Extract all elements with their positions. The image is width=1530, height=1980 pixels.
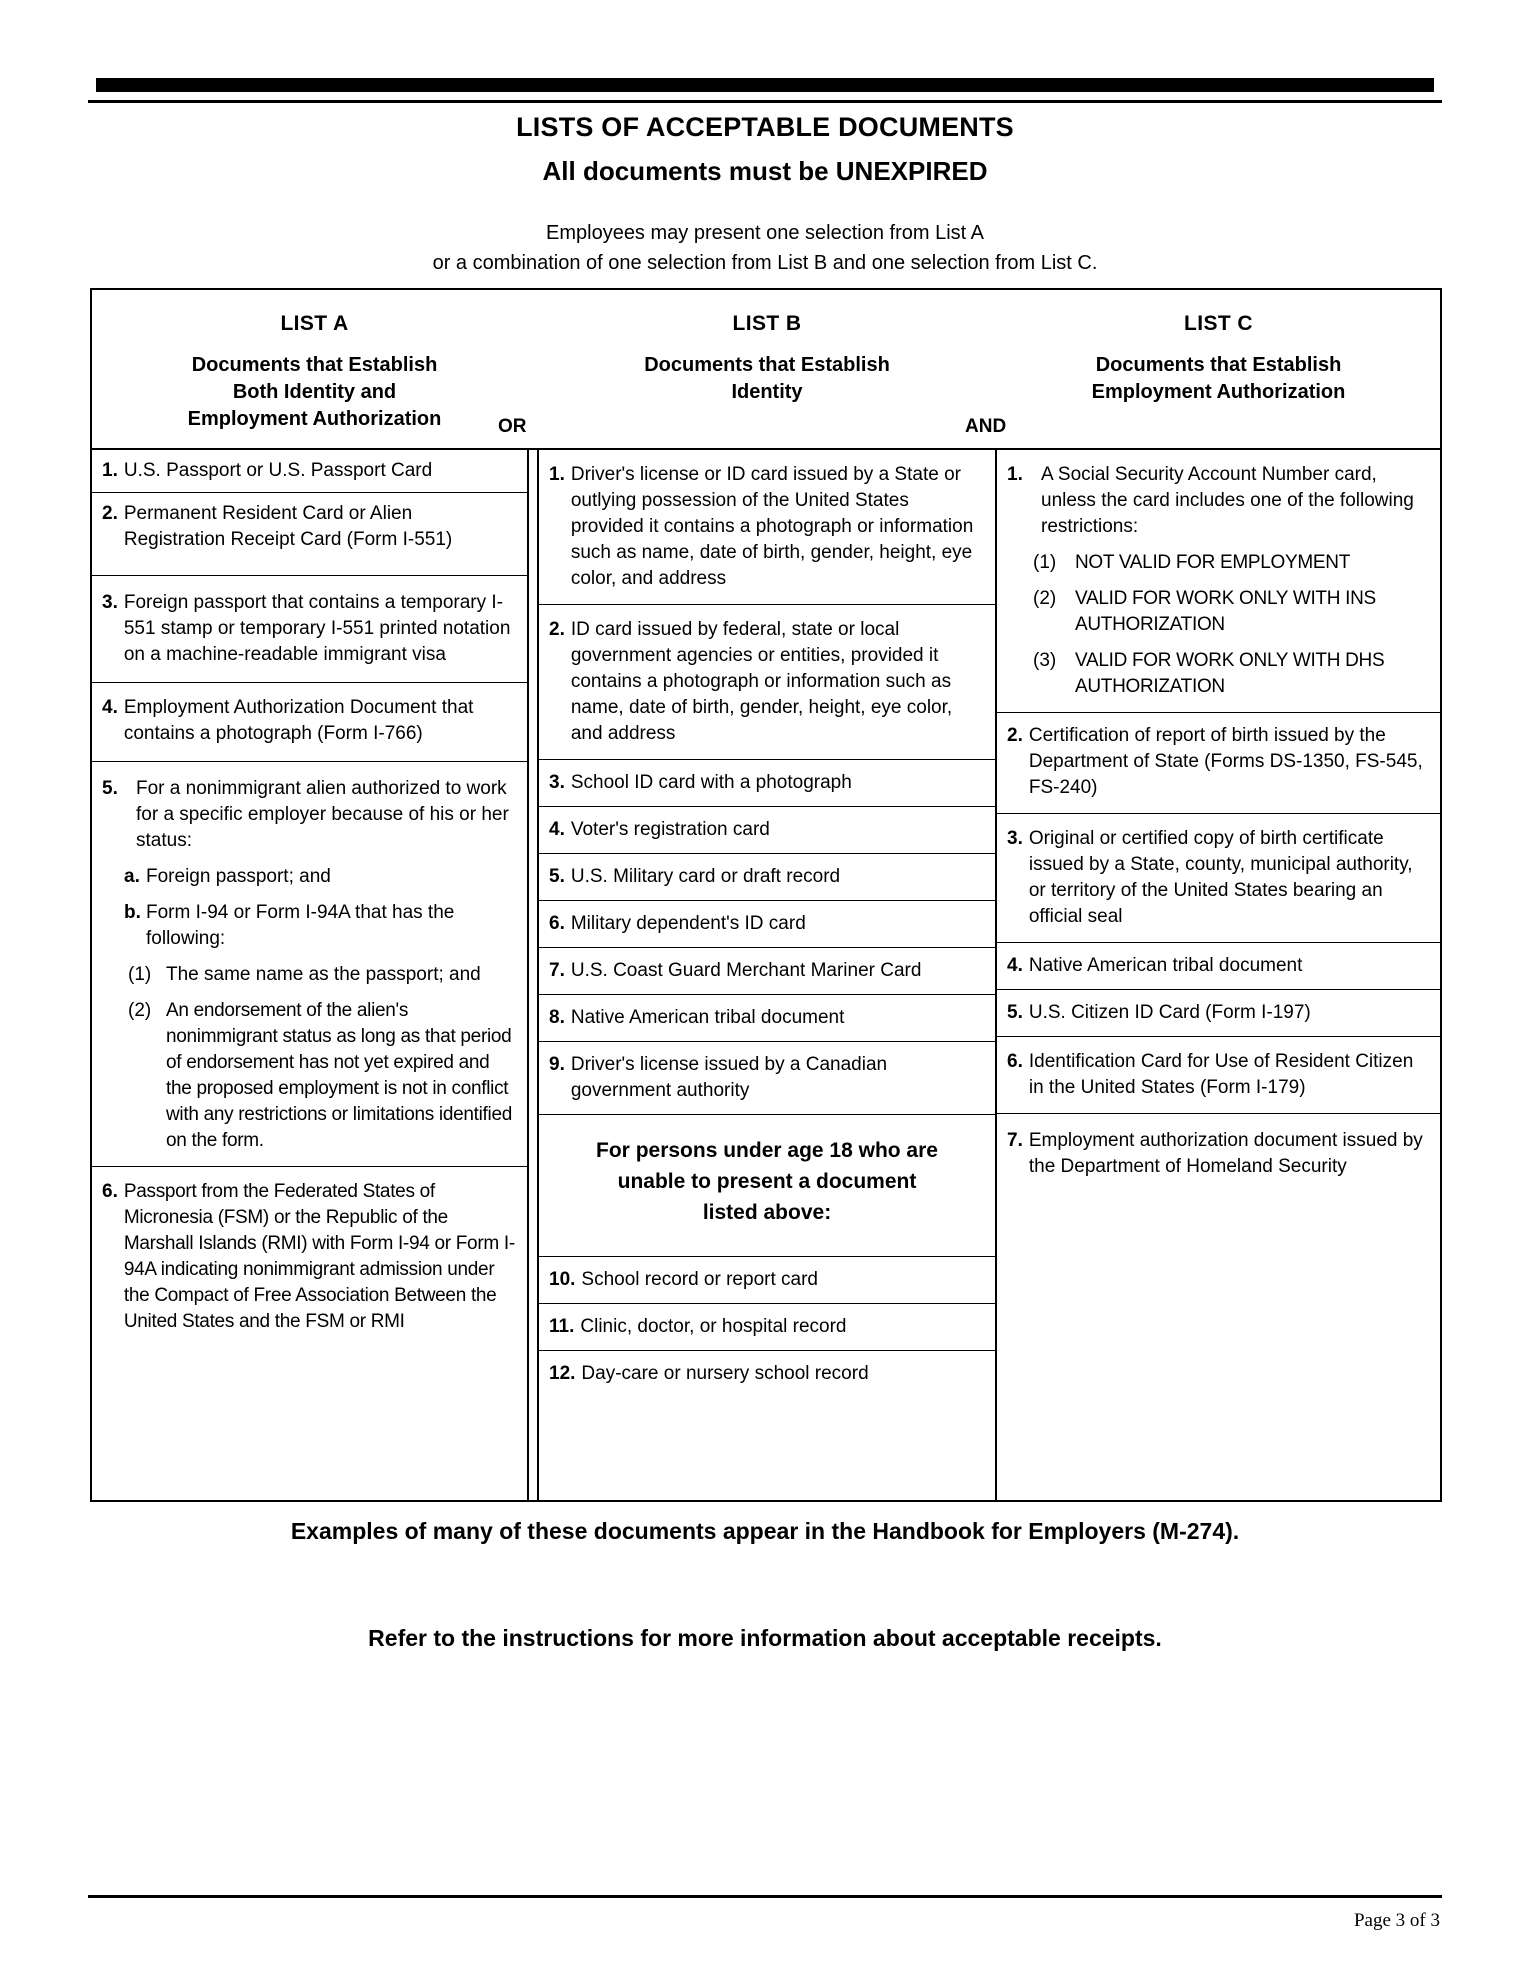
list-item — [92, 576, 527, 683]
list-item — [92, 683, 527, 762]
instructions-text — [0, 218, 1530, 278]
list-b-item-12-text: Day-care or nursery school record — [581, 1363, 869, 1384]
list-a-desc-line-2: Both Identity and — [232, 381, 397, 403]
acceptable-documents-table — [90, 288, 1442, 1502]
list-item — [539, 605, 995, 760]
page-number: Page 3 of 3 — [1353, 1910, 1440, 1931]
footer-rule — [88, 1895, 1442, 1898]
list-b-label: LIST B — [732, 312, 802, 335]
list-item — [539, 760, 995, 807]
list-item — [539, 1351, 995, 1397]
list-a-item-1-text: U.S. Passport or U.S. Passport Card — [123, 460, 433, 481]
list-b-item-2-number: 2. — [549, 619, 565, 640]
list-b-item-10-text: School record or report card — [581, 1269, 818, 1290]
list-c-item-4-number: 4. — [1007, 955, 1023, 976]
list-a-item-5a-text: Foreign passport; and — [146, 866, 331, 887]
list-item — [997, 1037, 1440, 1114]
table-header-list-b — [537, 290, 997, 406]
list-a-item-5-number: 5. — [102, 778, 118, 799]
footer-note-handbook: Examples of many of these documents appear in the Handbook for Employers (M-274). — [290, 1518, 1240, 1544]
list-b-item-4-number: 4. — [549, 819, 565, 840]
list-a-item-3-text: Foreign passport that contains a temporary I-551 stamp or temporary I-551 printed notation on a machine-readable immigrant visa — [123, 592, 511, 665]
list-c-item-1-sub2-text: VALID FOR WORK ONLY WITH INS AUTHORIZATION — [1075, 588, 1376, 635]
list-a-desc-line-3: Employment Authorization — [187, 408, 442, 430]
table-header-row — [92, 290, 1440, 450]
instructions-line-2: or a combination of one selection from List B and one selection from List C. — [432, 252, 1098, 274]
list-a-item-4-text: Employment Authorization Document that contains a photograph (Form I-766) — [123, 697, 474, 744]
table-header-list-a — [92, 290, 537, 433]
list-c-item-2-number: 2. — [1007, 725, 1023, 746]
list-a-desc-line-1: Documents that Establish — [191, 354, 438, 376]
list-b-item-1-number: 1. — [549, 464, 565, 485]
list-c-item-2-text: Certification of report of birth issued by the Department of State (Forms DS-1350, FS-545, FS-240) — [1028, 725, 1423, 798]
list-c-desc-line-2: Employment Authorization — [1091, 381, 1346, 403]
list-c-item-1-sub1-marker: (1) — [1033, 552, 1057, 573]
list-b-item-6-number: 6. — [549, 913, 565, 934]
list-a-item-5b-sub-2 — [102, 998, 517, 1154]
list-item — [539, 450, 995, 605]
list-a-item-1-number: 1. — [102, 460, 118, 481]
list-a-column — [92, 450, 529, 1500]
list-item — [92, 1167, 527, 1343]
list-b-item-3-number: 3. — [549, 772, 565, 793]
list-b-desc-line-2: Identity — [731, 381, 803, 403]
list-item — [92, 493, 527, 576]
list-b-desc-line-1: Documents that Establish — [644, 354, 890, 376]
list-b-item-5-number: 5. — [549, 866, 565, 887]
list-a-description — [92, 352, 537, 433]
list-c-item-1-sub-2 — [1007, 586, 1430, 638]
list-item — [997, 713, 1440, 814]
list-b-item-8-text: Native American tribal document — [570, 1007, 845, 1028]
list-a-item-5b2-text: An endorsement of the alien's nonimmigrant status as long as that period of endorsement has not yet expired and the proposed employment is not in conflict with any restrictions or limitations identified on the form. — [166, 1000, 512, 1151]
list-a-item-5b-text: Form I-94 or Form I-94A that has the following: — [146, 902, 455, 949]
list-b-item-9-number: 9. — [549, 1054, 565, 1075]
list-b-item-4-text: Voter's registration card — [570, 819, 770, 840]
list-c-item-1-sub-3 — [1007, 648, 1430, 700]
list-c-item-6-text: Identification Card for Use of Resident Citizen in the United States (Form I-179) — [1028, 1051, 1414, 1098]
list-b-item-11-text: Clinic, doctor, or hospital record — [580, 1316, 847, 1337]
list-b-item-9-text: Driver's license issued by a Canadian government authority — [570, 1054, 888, 1101]
list-c-item-6-number: 6. — [1007, 1051, 1023, 1072]
list-item — [539, 1304, 995, 1351]
list-item — [997, 943, 1440, 990]
list-c-description — [997, 352, 1440, 406]
list-a-item-5-text: For a nonimmigrant alien authorized to work for a specific employer because of his or her status: — [136, 778, 509, 851]
list-c-item-3-text: Original or certified copy of birth certificate issued by a State, county, municipal authority, or territory of the United States bearing an official seal — [1028, 828, 1413, 927]
list-item — [539, 995, 995, 1042]
list-c-item-1-text: A Social Security Account Number card, unless the card includes one of the following restrictions: — [1041, 464, 1414, 537]
list-item — [997, 1114, 1440, 1188]
list-b-item-3-text: School ID card with a photograph — [570, 772, 852, 793]
list-a-item-2-number: 2. — [102, 503, 118, 524]
list-b-item-7-number: 7. — [549, 960, 565, 981]
list-item — [539, 854, 995, 901]
list-item — [92, 762, 527, 1167]
instructions-line-1: Employees may present one selection from List A — [546, 222, 984, 244]
list-a-item-6-text: Passport from the Federated States of Micronesia (FSM) or the Republic of the Marshall Islands (RMI) with Form I-94 or Form I-94A indicating nonimmigrant admission under the Compact of Free Association Between the United States and the FSM or RMI — [123, 1181, 515, 1332]
list-item — [997, 814, 1440, 943]
page-subtitle-unexpired: All documents must be UNEXPIRED — [542, 156, 988, 186]
list-c-item-1-sub3-text: VALID FOR WORK ONLY WITH DHS AUTHORIZATION — [1075, 650, 1385, 697]
list-b-minor-heading-line-2: unable to present a document — [617, 1170, 917, 1193]
list-c-item-1-sub-1 — [1007, 550, 1430, 576]
list-a-label: LIST A — [280, 312, 349, 335]
page-title: LISTS OF ACCEPTABLE DOCUMENTS — [516, 112, 1014, 142]
list-item — [539, 1042, 995, 1115]
header-rule-thick — [96, 78, 1434, 92]
list-a-item-5b1-marker: (1) — [128, 964, 152, 985]
list-a-item-5-sub-b — [102, 900, 517, 952]
list-a-item-5b-number: b. — [124, 902, 141, 923]
list-c-item-7-number: 7. — [1007, 1130, 1023, 1151]
table-header-list-c — [997, 290, 1440, 406]
list-b-item-6-text: Military dependent's ID card — [570, 913, 806, 934]
list-item — [997, 450, 1440, 713]
list-a-item-5b2-marker: (2) — [128, 1000, 152, 1021]
list-a-item-4-number: 4. — [102, 697, 118, 718]
list-b-column — [537, 450, 997, 1500]
list-b-item-5-text: U.S. Military card or draft record — [570, 866, 841, 887]
list-item — [997, 990, 1440, 1037]
list-a-item-6-number: 6. — [102, 1181, 118, 1202]
list-a-item-2-text: Permanent Resident Card or Alien Registration Receipt Card (Form I-551) — [123, 503, 453, 550]
list-c-item-5-number: 5. — [1007, 1002, 1023, 1023]
list-b-item-7-text: U.S. Coast Guard Merchant Mariner Card — [570, 960, 922, 981]
list-c-item-1-sub1-text: NOT VALID FOR EMPLOYMENT — [1075, 552, 1351, 573]
list-c-item-5-text: U.S. Citizen ID Card (Form I-197) — [1028, 1002, 1311, 1023]
conjunction-and: AND — [965, 416, 1007, 437]
list-item — [92, 450, 527, 493]
list-b-item-1-text: Driver's license or ID card issued by a State or outlying possession of the United States provided it contains a photograph or information such as name, date of birth, gender, height, eye color, and address — [570, 464, 974, 589]
list-c-column — [997, 450, 1440, 1500]
list-item — [539, 901, 995, 948]
list-item — [539, 1257, 995, 1304]
footer-note-receipts: Refer to the instructions for more information about acceptable receipts. — [368, 1625, 1162, 1651]
list-a-item-5b-sub-1 — [102, 962, 517, 988]
list-b-minor-heading — [539, 1115, 995, 1257]
list-c-label: LIST C — [1184, 312, 1253, 335]
list-item — [539, 948, 995, 995]
list-b-description — [537, 352, 997, 406]
list-c-item-7-text: Employment authorization document issued by the Department of Homeland Security — [1028, 1130, 1423, 1177]
list-c-item-1-sub2-marker: (2) — [1033, 588, 1057, 609]
list-b-item-11-number: 11. — [549, 1316, 575, 1337]
list-a-item-5b1-text: The same name as the passport; and — [166, 964, 481, 985]
list-a-item-5a-number: a. — [124, 866, 140, 887]
list-a-item-5-sub-a — [102, 864, 517, 890]
list-b-minor-heading-line-1: For persons under age 18 who are — [596, 1139, 938, 1162]
list-c-item-1-number: 1. — [1007, 464, 1023, 485]
list-item — [539, 807, 995, 854]
table-body — [92, 450, 1440, 1500]
list-c-item-3-number: 3. — [1007, 828, 1023, 849]
list-a-item-3-number: 3. — [102, 592, 118, 613]
list-c-item-4-text: Native American tribal document — [1028, 955, 1303, 976]
list-b-item-10-number: 10. — [549, 1269, 576, 1290]
list-b-minor-heading-line-3: listed above: — [702, 1201, 832, 1224]
list-b-item-12-number: 12. — [549, 1363, 576, 1384]
list-c-item-1-sub3-marker: (3) — [1033, 650, 1057, 671]
list-b-item-2-text: ID card issued by federal, state or local government agencies or entities, provided it contains a photograph or information such as name, date of birth, gender, height, eye color, and address — [570, 619, 953, 744]
list-b-item-8-number: 8. — [549, 1007, 565, 1028]
header-rule-thin — [88, 100, 1442, 103]
list-c-desc-line-1: Documents that Establish — [1095, 354, 1342, 376]
conjunction-or: OR — [498, 416, 527, 437]
